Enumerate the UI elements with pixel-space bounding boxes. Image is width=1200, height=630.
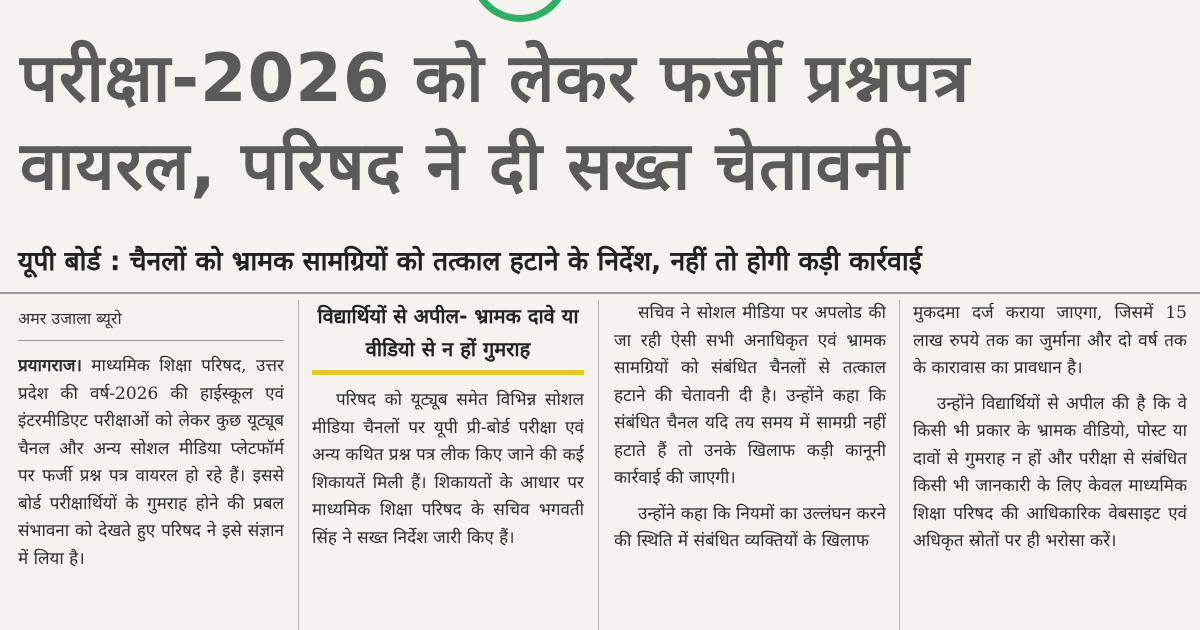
highlight-underline <box>312 370 584 375</box>
headline-line-1: परीक्षा-2026 को लेकर फर्जी प्रश्नपत्र <box>20 39 971 117</box>
lead-paragraph <box>18 353 284 573</box>
section-divider <box>0 292 1200 294</box>
column-divider <box>598 300 599 630</box>
column-4-paragraph-1: मुकदमा दर्ज कराया जाएगा, जिसमें 15 लाख रुपये तक का जुर्माना और दो वर्ष तक के कारावास का प्रावधान है। <box>913 303 1187 378</box>
logo-mark <box>470 0 570 22</box>
column-divider <box>298 300 299 630</box>
article-column-4 <box>913 300 1187 630</box>
column-4-paragraph-2: उन्होंने विद्यार्थियों से अपील की है कि वे किसी भी प्रकार के भ्रामक वीडियो, पोस्ट या दावों से गुमराह न हों और परीक्षा से संबंधित किसी भी जानकारी के लिए केवल माध्यमिक शिक्षा परिषद की आधिकारिक वेबसाइट एवं अधिकृत स्रोतों पर ही भरोसा करें। <box>913 393 1187 551</box>
dateline: प्रयागराज। <box>18 356 82 376</box>
subheadline: यूपी बोर्ड : चैनलों को भ्रामक सामग्रियों को तत्काल हटाने के निर्देश, नहीं तो होगी कड़ी कार्रवाई <box>18 246 922 277</box>
column-3-paragraph-2: उन्होंने कहा कि नियमों का उल्लंघन करने की स्थिति में संबंधित व्यक्तियों के खिलाफ <box>614 503 886 551</box>
highlight-box-title: विद्यार्थियों से अपील- भ्रामक दावे या वीडियो से न हों गुमराह <box>317 304 579 361</box>
article-column-2 <box>312 300 584 630</box>
column-2-paragraph: परिषद को यूट्यूब समेत विभिन्न सोशल मीडिया चैनलों पर यूपी प्री-बोर्ड परीक्षा एवं अन्य कथित प्रश्न पत्र लीक किए जाने की कई शिकायतें मिली हैं। शिकायतों के आधार पर माध्यमिक शिक्षा परिषद के सचिव भगवती सिंह ने सख्त निर्देश जारी किए हैं। <box>312 390 584 548</box>
article-column-3 <box>614 300 886 630</box>
headline-line-2: वायरल, परिषद ने दी सख्त चेतावनी <box>20 127 910 205</box>
lead-paragraph-text: माध्यमिक शिक्षा परिषद, उत्तर प्रदेश की वर्ष-2026 की हाईस्कूल एवं इंटरमीडिएट परीक्षाओं को लेकर कुछ यूट्यूब चैनल और अन्य सोशल मीडिया प्लेटफॉर्म पर फर्जी प्रश्न पत्र वायरल हो रहे हैं। इससे बोर्ड परीक्षार्थियों के गुमराह होने की प्रबल संभावना को देखते हुए परिषद ने इसे संज्ञान में लिया है। <box>18 356 284 569</box>
column-3-paragraph-1: सचिव ने सोशल मीडिया पर अपलोड की जा रही ऐसी सभी अनाधिकृत एवं भ्रामक सामग्रियों को संबंधित चैनलों से तत्काल हटाने की चेतावनी दी है। उन्होंने कहा कि संबंधित चैनल यदि तय समय में सामग्री नहीं हटाते हैं तो उनके खिलाफ कड़ी कानूनी कार्रवाई की जाएगी। <box>614 303 886 488</box>
column-divider <box>899 300 900 630</box>
byline-divider <box>18 340 284 341</box>
byline: अमर उजाला ब्यूरो <box>18 309 122 328</box>
article-column-1 <box>18 300 284 630</box>
